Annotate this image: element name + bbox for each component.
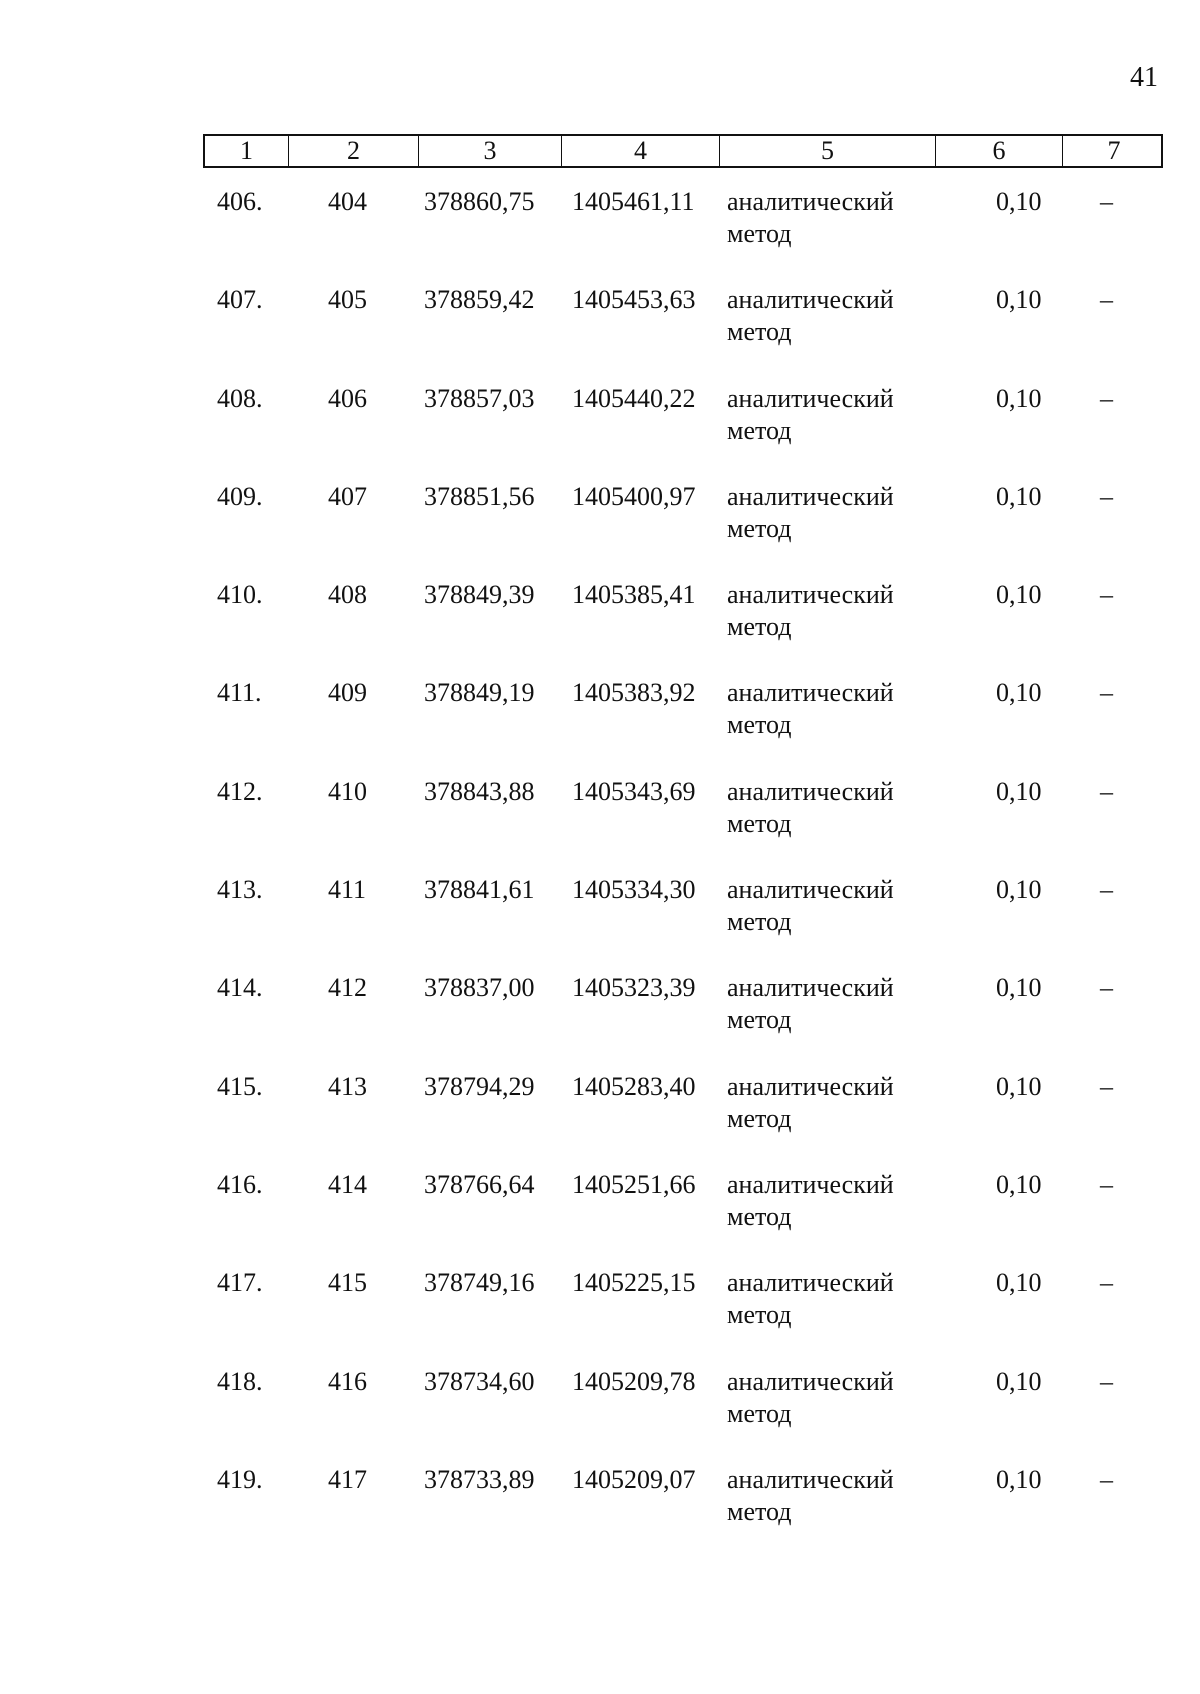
table-row: [0, 1071, 1200, 1169]
table-row: [0, 776, 1200, 874]
method-line-1: аналитический: [727, 973, 894, 1003]
method-line-2: метод: [727, 513, 792, 543]
method-line-2: метод: [727, 1496, 792, 1526]
header-cell-6: 6: [936, 136, 1063, 166]
error-value: 0,10: [996, 678, 1042, 708]
page-number: 41: [1130, 62, 1158, 93]
method-line-2: метод: [727, 907, 792, 937]
coord-y: 1405209,78: [572, 1366, 696, 1396]
coord-y: 1405440,22: [572, 383, 696, 413]
coord-y: 1405251,66: [572, 1169, 696, 1199]
header-cell-4: 4: [562, 136, 720, 166]
note-value: –: [1100, 776, 1113, 806]
method-line-2: метод: [727, 1398, 792, 1428]
error-value: 0,10: [996, 1071, 1042, 1101]
table-row: [0, 1464, 1200, 1562]
method-cell: [727, 972, 894, 1036]
coord-x: 378733,89: [424, 1464, 535, 1494]
note-value: –: [1100, 1169, 1113, 1199]
method-cell: [727, 284, 894, 348]
note-value: –: [1100, 285, 1113, 315]
method-cell: [727, 579, 894, 643]
error-value: 0,10: [996, 1268, 1042, 1298]
coord-y: 1405453,63: [572, 285, 696, 315]
table-row: [0, 677, 1200, 775]
row-number: 417.: [217, 1268, 263, 1298]
method-line-1: аналитический: [727, 678, 894, 708]
point-id: 410: [328, 776, 367, 806]
method-line-1: аналитический: [727, 1464, 894, 1494]
note-value: –: [1100, 187, 1113, 216]
point-id: 413: [328, 1071, 367, 1101]
coord-x: 378841,61: [424, 875, 535, 905]
method-cell: [727, 1366, 894, 1430]
method-line-1: аналитический: [727, 383, 894, 413]
table-row: [0, 972, 1200, 1070]
note-value: –: [1100, 1268, 1113, 1298]
header-cell-2: 2: [289, 136, 419, 166]
method-line-1: аналитический: [727, 776, 894, 806]
point-id: 409: [328, 678, 367, 708]
method-line-1: аналитический: [727, 187, 894, 216]
error-value: 0,10: [996, 973, 1042, 1003]
table-row: [0, 1366, 1200, 1464]
method-cell: [727, 1071, 894, 1135]
method-line-1: аналитический: [727, 1268, 894, 1298]
coord-y: 1405400,97: [572, 481, 696, 511]
method-line-1: аналитический: [727, 285, 894, 315]
coord-y: 1405385,41: [572, 580, 696, 610]
method-line-1: аналитический: [727, 1366, 894, 1396]
error-value: 0,10: [996, 187, 1042, 216]
note-value: –: [1100, 973, 1113, 1003]
error-value: 0,10: [996, 1366, 1042, 1396]
table-body: [0, 186, 1200, 1562]
row-number: 412.: [217, 776, 263, 806]
error-value: 0,10: [996, 776, 1042, 806]
coord-y: 1405209,07: [572, 1464, 696, 1494]
header-cell-5: 5: [720, 136, 936, 166]
method-line-2: метод: [727, 415, 792, 445]
table-row: [0, 284, 1200, 382]
note-value: –: [1100, 1366, 1113, 1396]
table-row: [0, 874, 1200, 972]
coord-x: 378857,03: [424, 383, 535, 413]
table-row: [0, 1267, 1200, 1365]
row-number: 419.: [217, 1464, 263, 1494]
coord-y: 1405383,92: [572, 678, 696, 708]
error-value: 0,10: [996, 875, 1042, 905]
coord-y: 1405334,30: [572, 875, 696, 905]
coord-x: 378859,42: [424, 285, 535, 315]
method-line-2: метод: [727, 1103, 792, 1133]
method-line-2: метод: [727, 710, 792, 740]
header-cell-7: 7: [1107, 136, 1121, 165]
row-number: 407.: [217, 285, 263, 315]
coord-y: 1405343,69: [572, 776, 696, 806]
method-cell: [727, 1464, 894, 1528]
method-line-2: метод: [727, 317, 792, 347]
header-cell-1: 1: [205, 136, 289, 166]
method-line-2: метод: [727, 808, 792, 838]
row-number: 413.: [217, 875, 263, 905]
point-id: 416: [328, 1366, 367, 1396]
method-cell: [727, 383, 894, 447]
row-number: 411.: [217, 678, 262, 708]
point-id: 417: [328, 1464, 367, 1494]
table-row: [0, 186, 1200, 284]
error-value: 0,10: [996, 481, 1042, 511]
point-id: 412: [328, 973, 367, 1003]
row-number: 410.: [217, 580, 263, 610]
coord-x: 378849,19: [424, 678, 535, 708]
error-value: 0,10: [996, 1169, 1042, 1199]
table-row: [0, 383, 1200, 481]
coord-x: 378749,16: [424, 1268, 535, 1298]
note-value: –: [1100, 875, 1113, 905]
row-number: 406.: [217, 187, 263, 216]
method-line-1: аналитический: [727, 580, 894, 610]
method-cell: [727, 186, 894, 250]
row-number: 416.: [217, 1169, 263, 1199]
method-line-2: метод: [727, 612, 792, 642]
note-value: –: [1100, 1071, 1113, 1101]
coord-x: 378860,75: [424, 187, 535, 216]
point-id: 408: [328, 580, 367, 610]
point-id: 415: [328, 1268, 367, 1298]
error-value: 0,10: [996, 1464, 1042, 1494]
point-id: 404: [328, 187, 367, 216]
error-value: 0,10: [996, 383, 1042, 413]
method-line-2: метод: [727, 1005, 792, 1035]
method-line-1: аналитический: [727, 1169, 894, 1199]
row-number: 409.: [217, 481, 263, 511]
error-value: 0,10: [996, 580, 1042, 610]
coord-x: 378794,29: [424, 1071, 535, 1101]
method-cell: [727, 481, 894, 545]
coord-y: 1405323,39: [572, 973, 696, 1003]
method-line-2: метод: [727, 219, 792, 248]
point-id: 407: [328, 481, 367, 511]
note-value: –: [1100, 481, 1113, 511]
method-line-1: аналитический: [727, 1071, 894, 1101]
coord-x: 378837,00: [424, 973, 535, 1003]
point-id: 405: [328, 285, 367, 315]
point-id: 411: [328, 875, 367, 905]
coord-x: 378766,64: [424, 1169, 535, 1199]
method-line-1: аналитический: [727, 481, 894, 511]
method-cell: [727, 1169, 894, 1233]
point-id: 414: [328, 1169, 367, 1199]
table-row: [0, 1169, 1200, 1267]
method-cell: [727, 677, 894, 741]
coord-y: 1405225,15: [572, 1268, 696, 1298]
method-cell: [727, 874, 894, 938]
row-number: 408.: [217, 383, 263, 413]
note-value: –: [1100, 383, 1113, 413]
table-row: [0, 481, 1200, 579]
error-value: 0,10: [996, 285, 1042, 315]
method-line-2: метод: [727, 1201, 792, 1231]
table-header: [203, 134, 1163, 168]
coord-x: 378734,60: [424, 1366, 535, 1396]
row-number: 418.: [217, 1366, 263, 1396]
coord-x: 378851,56: [424, 481, 535, 511]
method-cell: [727, 776, 894, 840]
method-cell: [727, 1267, 894, 1331]
note-value: –: [1100, 678, 1113, 708]
table-row: [0, 579, 1200, 677]
coord-x: 378843,88: [424, 776, 535, 806]
coord-x: 378849,39: [424, 580, 535, 610]
point-id: 406: [328, 383, 367, 413]
method-line-2: метод: [727, 1300, 792, 1330]
coord-y: 1405461,11: [572, 187, 695, 216]
note-value: –: [1100, 1464, 1113, 1494]
note-value: –: [1100, 580, 1113, 610]
row-number: 414.: [217, 973, 263, 1003]
coord-y: 1405283,40: [572, 1071, 696, 1101]
header-cell-3: 3: [419, 136, 562, 166]
row-number: 415.: [217, 1071, 263, 1101]
method-line-1: аналитический: [727, 875, 894, 905]
